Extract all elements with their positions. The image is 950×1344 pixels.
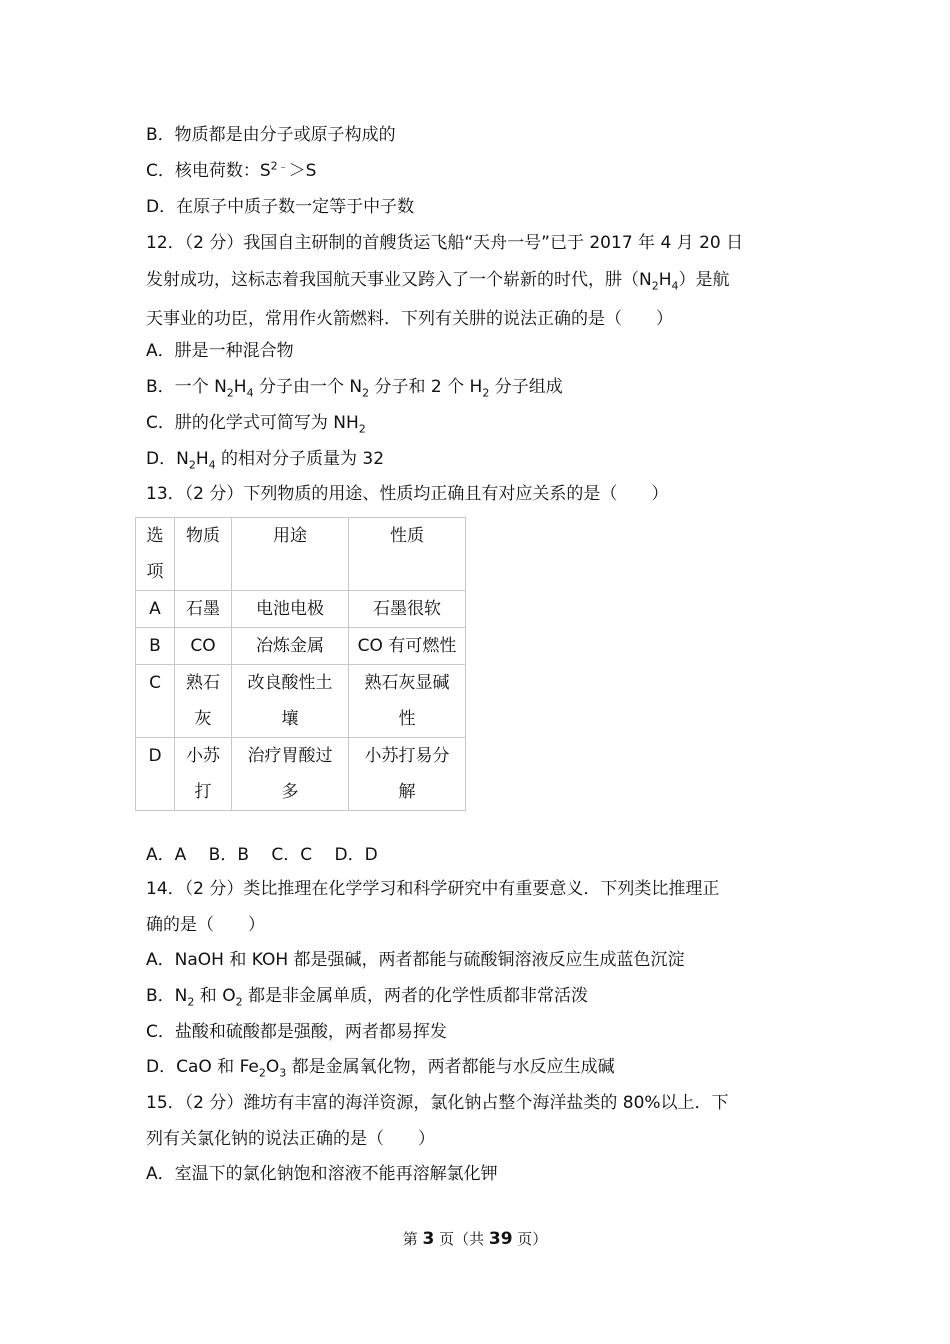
footer-text: 页（共 <box>434 1230 489 1248</box>
table-cell: 电池电极 <box>232 591 349 628</box>
q13-options-table <box>135 517 466 811</box>
q14-option-b <box>146 984 588 1008</box>
table-header-row <box>136 518 466 591</box>
table-cell: 石墨 <box>175 591 232 628</box>
text: 分子组成 <box>489 377 563 397</box>
table-cell: B <box>136 628 175 665</box>
subscript: 2 <box>188 458 196 472</box>
subscript: 4 <box>671 279 679 293</box>
table-cell: 小苏打易分解 <box>349 738 466 811</box>
text: 都是非金属单质，两者的化学性质都非常活泼 <box>242 986 588 1006</box>
header-property: 性质 <box>349 518 466 591</box>
sulfide-charge: 2﹣ <box>270 159 289 173</box>
q12-line2-text: 发射成功，这标志着我国航天事业又跨入了一个崭新的时代，肼（N <box>146 270 652 290</box>
table-cell: A <box>136 591 175 628</box>
page-footer <box>0 1228 950 1250</box>
subscript: 2 <box>258 1066 266 1080</box>
table-cell: 熟石灰显碱性 <box>349 665 466 738</box>
header-substance: 物质 <box>175 518 232 591</box>
q15-stem-line1: 15．（2 分）潍坊有丰富的海洋资源，氯化钠占整个海洋盐类的 80%以上．下 <box>146 1093 729 1113</box>
table-cell: 小苏打 <box>175 738 232 811</box>
text: O <box>265 1057 280 1077</box>
q13-answers: A．A B．B C．C D．D <box>146 845 378 865</box>
text: H <box>195 449 209 469</box>
q14-option-c: C．盐酸和硫酸都是强酸，两者都易挥发 <box>146 1022 447 1042</box>
text: 都是金属氧化物，两者都能与水反应生成碱 <box>286 1057 615 1077</box>
q15-option-a: A．室温下的氯化钠饱和溶液不能再溶解氯化钾 <box>146 1164 498 1184</box>
table-row <box>136 665 466 738</box>
q13-stem: 13．（2 分）下列物质的用途、性质均正确且有对应关系的是（ ） <box>146 484 669 504</box>
footer-text: 页） <box>512 1230 548 1248</box>
subscript: 2 <box>226 386 234 400</box>
table-cell: CO 有可燃性 <box>349 628 466 665</box>
q12-option-b <box>146 375 563 399</box>
q14-option-a: A．NaOH 和 KOH 都是强碱，两者都能与硫酸铜溶液反应生成蓝色沉淀 <box>146 950 685 970</box>
q14-stem-line1: 14．（2 分）类比推理在化学学习和科学研究中有重要意义．下列类比推理正 <box>146 879 720 899</box>
text: D．CaO 和 Fe <box>146 1057 259 1077</box>
table-row <box>136 738 466 811</box>
footer-text: 第 <box>402 1230 423 1248</box>
subscript: 3 <box>279 1066 287 1080</box>
table-cell: C <box>136 665 175 738</box>
q12-line2-tail: ）是航 <box>678 270 730 290</box>
subscript: 4 <box>208 458 216 472</box>
table-cell: CO <box>175 628 232 665</box>
text: D．N <box>146 449 189 469</box>
q12-stem-line3: 天事业的功臣，常用作火箭燃料．下列有关肼的说法正确的是（ ） <box>146 309 673 329</box>
q11-option-c <box>146 159 316 183</box>
table-cell: 治疗胃酸过多 <box>232 738 349 811</box>
q12-stem-line2 <box>146 268 730 292</box>
text: 分子由一个 N <box>253 377 363 397</box>
text: C．肼的化学式可简写为 NH <box>146 413 359 433</box>
q11-option-c-tail: ＞S <box>288 161 317 181</box>
text: H <box>233 377 247 397</box>
text: B．N <box>146 986 188 1006</box>
q11-option-b: B．物质都是由分子或原子构成的 <box>146 125 396 145</box>
q14-stem-line2: 确的是（ ） <box>146 915 265 935</box>
q12-stem-line1: 12．（2 分）我国自主研制的首艘货运飞船“天舟一号”已于 2017 年 4 月 20 日 <box>146 233 744 253</box>
subscript: 2 <box>187 995 195 1009</box>
text: 分子和 2 个 H <box>369 377 483 397</box>
total-pages: 39 <box>488 1229 513 1249</box>
subscript: 2 <box>482 386 490 400</box>
table-cell: D <box>136 738 175 811</box>
table-cell: 改良酸性土壤 <box>232 665 349 738</box>
page-number: 3 <box>422 1229 435 1249</box>
subscript: 2 <box>358 422 366 436</box>
header-use: 用途 <box>232 518 349 591</box>
subscript: 2 <box>235 995 243 1009</box>
subscript: 2 <box>362 386 370 400</box>
subscript: 2 <box>651 279 659 293</box>
text: 和 O <box>194 986 236 1006</box>
table-cell: 冶炼金属 <box>232 628 349 665</box>
q11-option-d: D．在原子中质子数一定等于中子数 <box>146 197 415 217</box>
q12-option-c <box>146 411 366 435</box>
q12-option-a: A．肼是一种混合物 <box>146 341 294 361</box>
table-row <box>136 591 466 628</box>
table-row <box>136 628 466 665</box>
q11-option-c-text: C．核电荷数：S <box>146 161 271 181</box>
q15-stem-line2: 列有关氯化钠的说法正确的是（ ） <box>146 1129 435 1149</box>
subscript: 4 <box>246 386 254 400</box>
table-cell: 石墨很软 <box>349 591 466 628</box>
header-option: 选项 <box>136 518 175 591</box>
q14-option-d <box>146 1055 615 1079</box>
text: 的相对分子质量为 32 <box>215 449 385 469</box>
q12-line2-h: H <box>658 270 672 290</box>
table-cell: 熟石灰 <box>175 665 232 738</box>
text: B．一个 N <box>146 377 227 397</box>
q12-option-d <box>146 447 384 471</box>
